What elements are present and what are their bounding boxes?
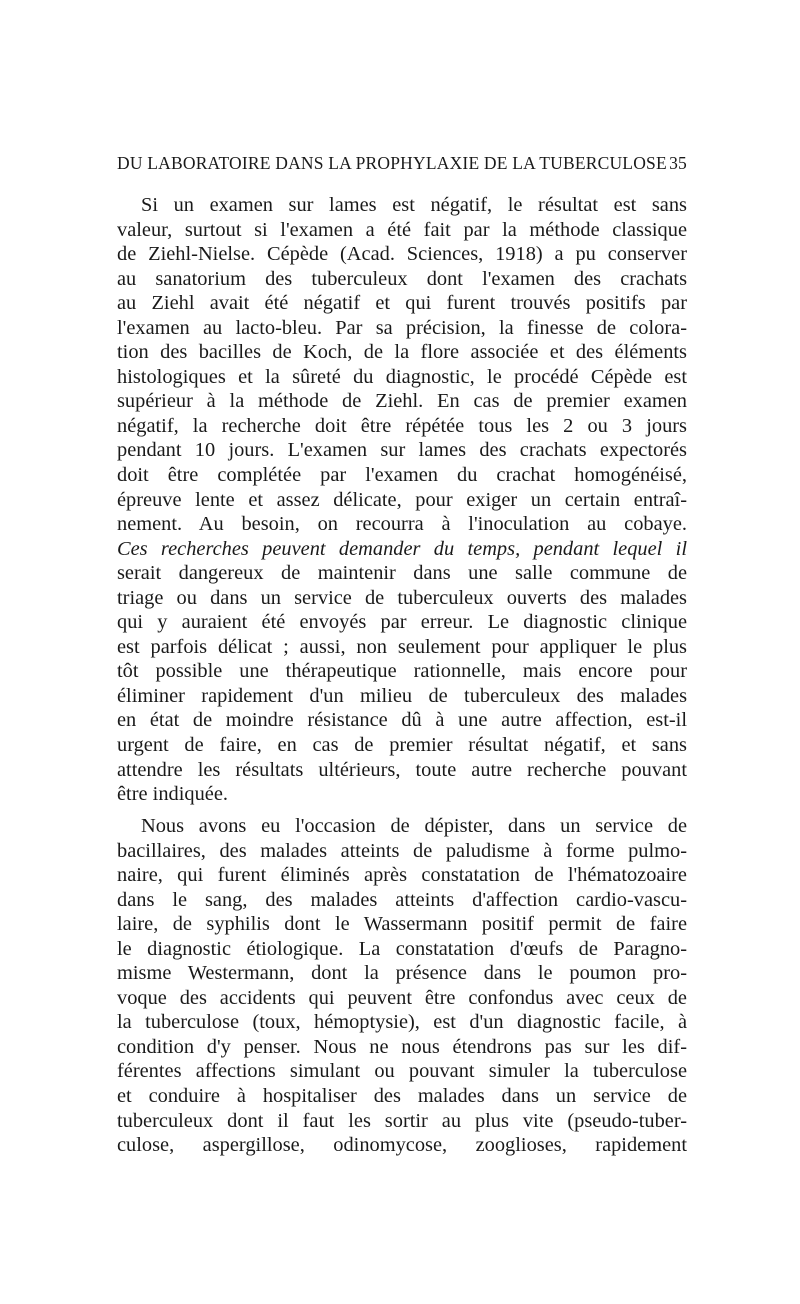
text-line: dans le sang, des malades atteints d'affection cardio-vascu- [117, 888, 687, 911]
text-line: au sanatorium des tuberculeux dont l'examen des crachats [117, 267, 687, 290]
text-line-italic [117, 537, 687, 562]
text-line: voque des accidents qui peuvent être confondus avec ceux de [117, 986, 687, 1009]
paragraph-1 [117, 193, 687, 807]
text-line: nement. Au besoin, on recourra à l'inoculation au cobaye. [117, 513, 687, 536]
text-line: misme Westermann, dont la présence dans le poumon pro- [117, 962, 687, 985]
text-line: pendant 10 jours. L'examen sur lames des crachats expectorés [117, 439, 687, 462]
text-line: laire, de syphilis dont le Wassermann positif permit de faire [117, 913, 687, 936]
text-line: la tuberculose (toux, hémoptysie), est d'un diagnostic facile, à [117, 1011, 687, 1034]
text-line: de Ziehl-Nielse. Cépède (Acad. Sciences, 1918) a pu conserver [117, 243, 687, 266]
text-line: au Ziehl avait été négatif et qui furent trouvés positifs par [117, 292, 687, 315]
text-line: urgent de faire, en cas de premier résultat négatif, et sans [117, 734, 687, 757]
text-line: culose, aspergillose, odinomycose, zooglioses, rapidement [117, 1134, 687, 1157]
text-line: épreuve lente et assez délicate, pour exiger un certain entraî- [117, 488, 687, 511]
text-line: triage ou dans un service de tuberculeux ouverts des malades [117, 586, 687, 609]
text-line: en état de moindre résistance dû à une autre affection, est-il [117, 709, 687, 732]
text-line: qui y auraient été envoyés par erreur. Le diagnostic clinique [117, 611, 687, 634]
text-line: négatif, la recherche doit être répétée tous les 2 ou 3 jours [117, 414, 687, 437]
text-line: Nous avons eu l'occasion de dépister, dans un service de [141, 815, 687, 837]
text-line: éliminer rapidement d'un milieu de tuberculeux des malades [117, 684, 687, 707]
text-line: et conduire à hospitaliser des malades dans un service de [117, 1085, 687, 1108]
page-number: 35 [669, 153, 687, 173]
text-line: histologiques et la sûreté du diagnostic, le procédé Cépède est [117, 365, 687, 388]
text-line: naire, qui furent éliminés après constatation de l'hématozoaire [117, 864, 687, 887]
text-line: tuberculeux dont il faut les sortir au plus vite (pseudo-tuber- [117, 1109, 687, 1132]
text-line: bacillaires, des malades atteints de paludisme à forme pulmo- [117, 839, 687, 862]
running-head [117, 153, 687, 174]
text-line: l'examen au lacto-bleu. Par sa précision, la finesse de colora- [117, 316, 687, 339]
paragraph-2 [117, 814, 687, 1158]
text-line: supérieur à la méthode de Ziehl. En cas de premier examen [117, 390, 687, 413]
text-line: Si un examen sur lames est négatif, le résultat est sans [141, 194, 687, 216]
text-line: tion des bacilles de Koch, de la flore associée et des éléments [117, 341, 687, 364]
text-line: tôt possible une thérapeutique rationnelle, mais encore pour [117, 660, 687, 683]
text-line: serait dangereux de maintenir dans une salle commune de [117, 562, 687, 585]
italic-text: Ces recherches peuvent demander du temps, pendant lequel il [117, 537, 687, 560]
text-line: valeur, surtout si l'examen a été fait par la méthode classique [117, 218, 687, 241]
text-line: être indiquée. [117, 783, 228, 806]
text-line: férentes affections simulant ou pouvant simuler la tuberculose [117, 1060, 687, 1083]
text-line: est parfois délicat ; aussi, non seulement pour appliquer le plus [117, 635, 687, 658]
running-title: DU LABORATOIRE DANS LA PROPHYLAXIE DE LA TUBERCULOSE [117, 153, 667, 173]
text-line: le diagnostic étiologique. La constatation d'œufs de Paragno- [117, 937, 687, 960]
text-line: attendre les résultats ultérieurs, toute autre recherche pouvant [117, 758, 687, 781]
text-line: condition d'y penser. Nous ne nous étendrons pas sur les dif- [117, 1035, 687, 1058]
text-line: doit être complétée par l'examen du crachat homogénéisé, [117, 464, 687, 487]
